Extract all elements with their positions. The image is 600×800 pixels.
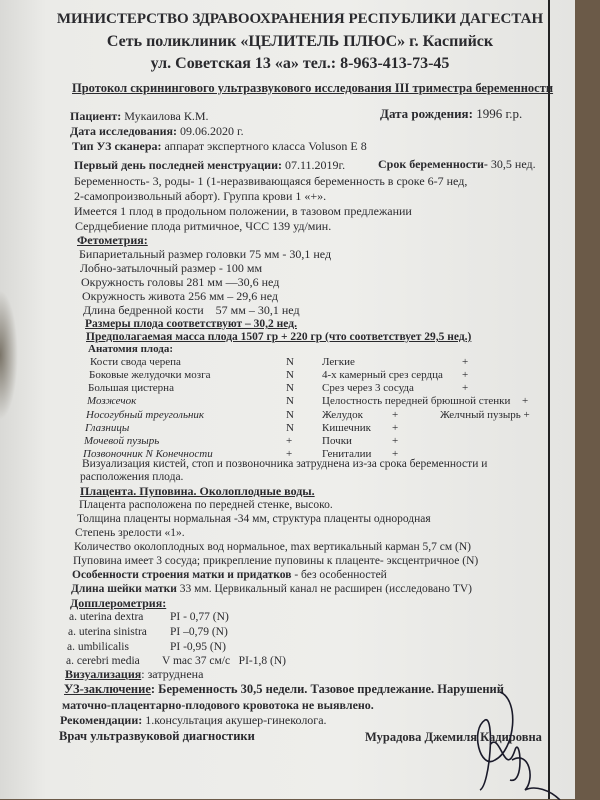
- anatomy-item-label: Кишечник: [322, 422, 371, 434]
- recommendations-label: Рекомендации:: [60, 713, 143, 727]
- lmp-value: 07.11.2019г.: [285, 158, 346, 172]
- placenta-line: Плацента расположена по передней стенке, высоко.: [79, 499, 333, 511]
- doctor-title: Врач ультразвуковой диагностики: [59, 729, 255, 743]
- history-line: Сердцебиение плода ритмичное, ЧСС 139 уд/мин.: [75, 219, 332, 233]
- fetometry-item: Окружность живота 256 мм – 29,6 нед: [82, 289, 278, 303]
- anatomy-item-value: N: [286, 422, 294, 434]
- doctor-name: Мурадова Джемиля Кадировна: [365, 730, 542, 744]
- patient-label: Пациент:: [70, 109, 122, 123]
- doppler-value: V mac 37 см/с PI-1,8 (N): [162, 655, 286, 667]
- anatomy-item-label: Кости свода черепа: [90, 356, 181, 368]
- fetometry-title: Фетометрия:: [77, 233, 148, 247]
- placenta-line: Количество околоплодных вод нормальное, max вертикальный карман 5,7 см (N): [74, 541, 471, 553]
- anatomy-item-label: 4-х камерный срез сердца: [322, 369, 443, 381]
- anatomy-item-label: Гениталии: [322, 448, 372, 460]
- history-line: Беременность- 3, роды- 1 (1-неразвивающаяся беременность в сроке 6-7 нед,: [74, 174, 468, 188]
- anatomy-item-label: Мочевой пузырь: [84, 435, 160, 447]
- anatomy-item-value: +: [392, 422, 399, 434]
- recommendations-value: 1.консультация акушер-гинеколога.: [142, 713, 327, 727]
- patient-name: Мукаилова К.М.: [124, 109, 209, 123]
- anatomy-item-value: N: [286, 395, 294, 407]
- recommendations-line: [60, 714, 327, 727]
- anatomy-item-label: Мозжечок: [87, 395, 137, 407]
- scanner-line: [72, 140, 367, 153]
- anatomy-item-label: Желудок: [322, 409, 363, 421]
- patient-line: [70, 110, 209, 123]
- anatomy-item-label: Носогубный треугольник: [86, 409, 205, 421]
- placenta-title: Плацента. Пуповина. Околоплодные воды.: [80, 484, 315, 498]
- term-label: Срок беременности-: [378, 157, 488, 171]
- anatomy-item-label: Почки: [322, 435, 352, 447]
- fetometry-item: Длина бедренной кости 57 мм – 30,1 нед: [83, 303, 300, 317]
- visualization-line: [65, 668, 203, 681]
- anatomy-item-label: Целостность передней брюшной стенки: [322, 395, 511, 407]
- anatomy-gallbladder: Желчный пузырь +: [440, 409, 530, 421]
- anatomy-item-value: +: [286, 448, 293, 460]
- placenta-line: Толщина плаценты нормальная -34 мм, структура плаценты однородная: [77, 513, 431, 525]
- anatomy-note: расположения плода.: [80, 471, 184, 483]
- conclusion-line: [64, 683, 504, 696]
- anatomy-item-value: +: [462, 356, 469, 368]
- anatomy-item-value: +: [286, 435, 293, 447]
- anatomy-item-value: +: [392, 435, 399, 447]
- photo-shadow: [0, 290, 18, 420]
- anatomy-item-label: Легкие: [322, 356, 355, 368]
- term-line: [378, 158, 536, 171]
- cervix-value: 33 мм. Цервикальный канал не расширен (исследовано TV): [176, 583, 473, 595]
- header-ministry: МИНИСТЕРСТВО ЗДРАВООХРАНЕНИЯ РЕСПУБЛИКИ ДАГЕСТАН: [56, 11, 544, 27]
- lmp-label: Первый день последней менструации:: [74, 158, 282, 172]
- exam-date-label: Дата исследования:: [70, 124, 178, 138]
- cervix-line: [71, 583, 472, 595]
- fetometry-item: Бипариетальный размер головки 75 мм - 30,1 нед: [79, 247, 332, 261]
- doppler-vessel: a. uterina sinistra: [68, 626, 147, 638]
- anatomy-item-value: +: [392, 448, 399, 460]
- doppler-vessel: a. cerebri media: [66, 655, 140, 667]
- visualization-value: : затруднена: [141, 667, 204, 681]
- anatomy-item-label: Большая цистерна: [88, 382, 174, 394]
- anatomy-item-label: Позвоночник N Конечности: [83, 448, 213, 460]
- header-address: ул. Советская 13 «а» тел.: 8-963-413-73-45: [150, 55, 450, 72]
- conclusion-text: : Беременность 30,5 недели. Тазовое предлежание. Нарушений: [150, 682, 504, 696]
- anatomy-item-value: N: [286, 382, 294, 394]
- anatomy-item-value: N: [286, 369, 294, 381]
- paper-fold: [548, 0, 550, 799]
- fetometry-item: Лобно-затылочный размер - 100 мм: [80, 261, 263, 275]
- cervix-label: Длина шейки матки: [71, 583, 177, 595]
- doppler-value: PI –0,79 (N): [170, 626, 228, 638]
- protocol-title: Протокол скринингового ультразвукового исследования III триместра беременности: [72, 81, 554, 95]
- anatomy-title: Анатомия плода:: [88, 343, 173, 355]
- lmp-line: [74, 159, 345, 172]
- uterus-value: - без особенностей: [291, 569, 387, 581]
- dob-label: Дата рождения:: [380, 106, 473, 121]
- doppler-value: PI -0,95 (N): [170, 641, 226, 653]
- anatomy-item-label: Срез через 3 сосуда: [322, 382, 414, 394]
- doppler-value: PI - 0,77 (N): [170, 611, 229, 623]
- term-value: 30,5 нед.: [490, 157, 536, 171]
- visualization-label: Визуализация: [65, 667, 142, 681]
- placenta-line: Степень зрелости «1».: [75, 527, 185, 539]
- anatomy-item-value: +: [462, 369, 469, 381]
- fetal-size-summary: Размеры плода соответствуют – 30,2 нед.: [85, 318, 297, 330]
- fetometry-item: Окружность головы 281 мм —30,6 нед: [81, 275, 280, 289]
- handwritten-signature: [440, 690, 570, 800]
- doppler-title: Допплерометрия:: [70, 596, 167, 610]
- anatomy-note: Визуализация кистей, стоп и позвоночника затруднена из-за срока беременности и: [82, 458, 488, 470]
- anatomy-item-value: N: [286, 409, 294, 421]
- exam-date: 09.06.2020 г.: [180, 124, 244, 138]
- uterus-line: [72, 569, 387, 581]
- anatomy-item-value: N: [286, 356, 294, 368]
- anatomy-item-value: +: [522, 395, 529, 407]
- anatomy-item-value: +: [392, 409, 399, 421]
- conclusion-text-2: маточно-плацентарно-плодового кровотока не выявлено.: [62, 698, 374, 712]
- fetal-mass: Предполагаемая масса плода 1507 гр + 220 гр (что соответствует 29,5 нед.): [86, 331, 472, 343]
- history-line: 2-самопроизвольный аборт). Группа крови 1 «+».: [74, 189, 327, 203]
- anatomy-item-label: Глазницы: [85, 422, 130, 434]
- dob-value: 1996 г.р.: [476, 106, 523, 121]
- dob-line: [380, 107, 522, 121]
- exam-date-line: [70, 125, 244, 138]
- scanner-value: аппарат экспертного класса Voluson E 8: [164, 139, 367, 153]
- conclusion-label: УЗ-заключение: [64, 682, 151, 696]
- placenta-line: Пуповина имеет 3 сосуда; прикрепление пуповины к плаценте- эксцентричное (N): [73, 555, 479, 567]
- doppler-vessel: a. uterina dextra: [69, 611, 144, 623]
- uterus-label: Особенности строения матки и придатков: [72, 569, 292, 581]
- doppler-vessel: a. umbilicalis: [67, 641, 129, 653]
- history-line: Имеется 1 плод в продольном положении, в тазовом предлежании: [74, 204, 412, 218]
- header-clinic: Сеть поликлиник «ЦЕЛИТЕЛЬ ПЛЮС» г. Каспийск: [106, 33, 494, 50]
- anatomy-item-value: +: [462, 382, 469, 394]
- scanner-label: Тип УЗ сканера:: [72, 139, 162, 153]
- anatomy-item-label: Боковые желудочки мозга: [89, 369, 211, 381]
